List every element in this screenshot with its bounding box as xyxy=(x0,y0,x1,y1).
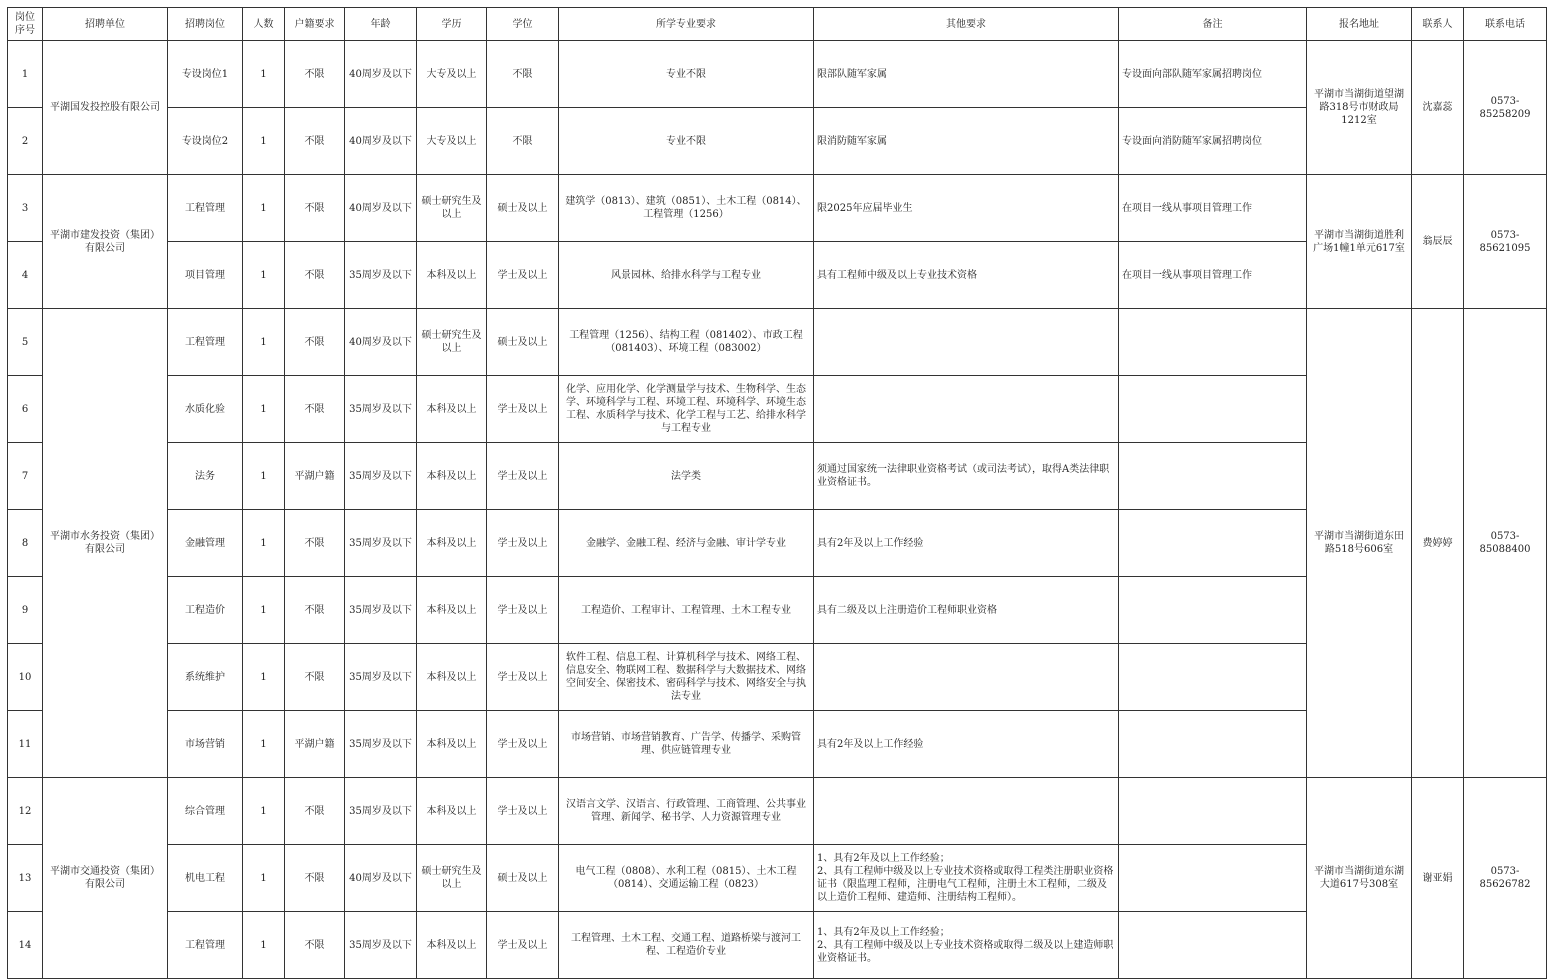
note-cell: 在项目一线从事项目管理工作 xyxy=(1119,175,1307,242)
other-requirements-cell xyxy=(814,778,1119,845)
major-cell: 风景园林、给排水科学与工程专业 xyxy=(559,242,814,309)
major-cell: 工程管理（1256）、结构工程（081402）、市政工程（081403）、环境工程（083002） xyxy=(559,309,814,376)
hukou-cell: 不限 xyxy=(285,510,345,577)
education-cell: 本科及以上 xyxy=(417,376,487,443)
post-cell: 专设岗位1 xyxy=(168,41,243,108)
note-cell xyxy=(1119,644,1307,711)
post-cell: 工程管理 xyxy=(168,309,243,376)
contact-cell: 翁辰辰 xyxy=(1412,175,1464,309)
degree-cell: 学士及以上 xyxy=(487,242,559,309)
education-cell: 大专及以上 xyxy=(417,41,487,108)
note-cell: 专设面向部队随军家属招聘岗位 xyxy=(1119,41,1307,108)
table-row xyxy=(8,41,1547,108)
seq-cell: 6 xyxy=(8,376,43,443)
age-cell: 35周岁及以下 xyxy=(345,577,417,644)
table-row xyxy=(8,778,1547,845)
header-age: 年龄 xyxy=(345,8,417,41)
count-cell: 1 xyxy=(243,845,285,912)
post-cell: 水质化验 xyxy=(168,376,243,443)
other-requirements-cell: 限2025年应届毕业生 xyxy=(814,175,1119,242)
degree-cell: 学士及以上 xyxy=(487,376,559,443)
degree-cell: 学士及以上 xyxy=(487,912,559,979)
header-post: 招聘岗位 xyxy=(168,8,243,41)
seq-cell: 10 xyxy=(8,644,43,711)
count-cell: 1 xyxy=(243,309,285,376)
post-cell: 机电工程 xyxy=(168,845,243,912)
other-requirements-cell xyxy=(814,644,1119,711)
seq-cell: 5 xyxy=(8,309,43,376)
header-count: 人数 xyxy=(243,8,285,41)
seq-cell: 3 xyxy=(8,175,43,242)
unit-cell: 平湖国发投控股有限公司 xyxy=(43,41,168,175)
other-requirements-cell: 须通过国家统一法律职业资格考试（或司法考试），取得A类法律职业资格证书。 xyxy=(814,443,1119,510)
seq-cell: 1 xyxy=(8,41,43,108)
degree-cell: 学士及以上 xyxy=(487,510,559,577)
hukou-cell: 不限 xyxy=(285,644,345,711)
education-cell: 本科及以上 xyxy=(417,510,487,577)
unit-cell: 平湖市交通投资（集团）有限公司 xyxy=(43,778,168,979)
count-cell: 1 xyxy=(243,376,285,443)
education-cell: 本科及以上 xyxy=(417,242,487,309)
table-row xyxy=(8,175,1547,242)
education-cell: 本科及以上 xyxy=(417,577,487,644)
header-education: 学历 xyxy=(417,8,487,41)
phone-cell: 0573-85088400 xyxy=(1464,309,1547,778)
hukou-cell: 不限 xyxy=(285,845,345,912)
age-cell: 40周岁及以下 xyxy=(345,175,417,242)
count-cell: 1 xyxy=(243,912,285,979)
major-cell: 工程造价、工程审计、工程管理、土木工程专业 xyxy=(559,577,814,644)
post-cell: 项目管理 xyxy=(168,242,243,309)
other-requirements-cell: 具有2年及以上工作经验 xyxy=(814,711,1119,778)
post-cell: 综合管理 xyxy=(168,778,243,845)
post-cell: 市场营销 xyxy=(168,711,243,778)
note-cell xyxy=(1119,845,1307,912)
hukou-cell: 不限 xyxy=(285,41,345,108)
degree-cell: 学士及以上 xyxy=(487,644,559,711)
education-cell: 本科及以上 xyxy=(417,644,487,711)
post-cell: 法务 xyxy=(168,443,243,510)
hukou-cell: 不限 xyxy=(285,376,345,443)
hukou-cell: 平湖户籍 xyxy=(285,711,345,778)
recruitment-table xyxy=(7,7,1547,979)
education-cell: 硕士研究生及以上 xyxy=(417,845,487,912)
age-cell: 40周岁及以下 xyxy=(345,108,417,175)
post-cell: 工程造价 xyxy=(168,577,243,644)
seq-cell: 4 xyxy=(8,242,43,309)
age-cell: 35周岁及以下 xyxy=(345,443,417,510)
note-cell xyxy=(1119,711,1307,778)
major-cell: 法学类 xyxy=(559,443,814,510)
note-cell xyxy=(1119,510,1307,577)
count-cell: 1 xyxy=(243,242,285,309)
note-cell xyxy=(1119,443,1307,510)
degree-cell: 不限 xyxy=(487,108,559,175)
post-cell: 工程管理 xyxy=(168,912,243,979)
age-cell: 40周岁及以下 xyxy=(345,845,417,912)
degree-cell: 学士及以上 xyxy=(487,778,559,845)
other-requirements-cell: 具有2年及以上工作经验 xyxy=(814,510,1119,577)
major-cell: 市场营销、市场营销教育、广告学、传播学、采购管理、供应链管理专业 xyxy=(559,711,814,778)
seq-cell: 11 xyxy=(8,711,43,778)
contact-cell: 费婷婷 xyxy=(1412,309,1464,778)
education-cell: 本科及以上 xyxy=(417,778,487,845)
age-cell: 35周岁及以下 xyxy=(345,778,417,845)
education-cell: 硕士研究生及以上 xyxy=(417,309,487,376)
seq-cell: 8 xyxy=(8,510,43,577)
major-cell: 专业不限 xyxy=(559,108,814,175)
address-cell: 平湖市当湖街道望湖路318号市财政局1212室 xyxy=(1307,41,1412,175)
age-cell: 35周岁及以下 xyxy=(345,644,417,711)
hukou-cell: 平湖户籍 xyxy=(285,443,345,510)
age-cell: 35周岁及以下 xyxy=(345,912,417,979)
degree-cell: 硕士及以上 xyxy=(487,309,559,376)
post-cell: 专设岗位2 xyxy=(168,108,243,175)
header-degree: 学位 xyxy=(487,8,559,41)
other-requirements-cell: 1、具有2年及以上工作经验； 2、具有工程师中级及以上专业技术资格或取得工程类注册职业资格证书（限监理工程师，注册电气工程师，注册土木工程师，二级及以上造价工程师、建造师、注册结构工程师）。 xyxy=(814,845,1119,912)
hukou-cell: 不限 xyxy=(285,778,345,845)
major-cell: 化学、应用化学、化学测量学与技术、生物科学、生态学、环境科学与工程、环境工程、环境科学、环境生态工程、水质科学与技术、化学工程与工艺、给排水科学与工程专业 xyxy=(559,376,814,443)
hukou-cell: 不限 xyxy=(285,912,345,979)
note-cell xyxy=(1119,309,1307,376)
contact-cell: 谢亚娟 xyxy=(1412,778,1464,979)
unit-cell: 平湖市水务投资（集团）有限公司 xyxy=(43,309,168,778)
hukou-cell: 不限 xyxy=(285,175,345,242)
count-cell: 1 xyxy=(243,644,285,711)
hukou-cell: 不限 xyxy=(285,577,345,644)
major-cell: 建筑学（0813）、建筑（0851）、土木工程（0814）、工程管理（1256） xyxy=(559,175,814,242)
major-cell: 汉语言文学、汉语言、行政管理、工商管理、公共事业管理、新闻学、秘书学、人力资源管理专业 xyxy=(559,778,814,845)
contact-cell: 沈嘉蕊 xyxy=(1412,41,1464,175)
address-cell: 平湖市当湖街道胜利广场1幢1单元617室 xyxy=(1307,175,1412,309)
post-cell: 金融管理 xyxy=(168,510,243,577)
degree-cell: 学士及以上 xyxy=(487,443,559,510)
major-cell: 电气工程（0808）、水利工程（0815）、土木工程（0814）、交通运输工程（0823） xyxy=(559,845,814,912)
note-cell xyxy=(1119,577,1307,644)
hukou-cell: 不限 xyxy=(285,108,345,175)
header-unit: 招聘单位 xyxy=(43,8,168,41)
age-cell: 35周岁及以下 xyxy=(345,510,417,577)
note-cell xyxy=(1119,778,1307,845)
post-cell: 工程管理 xyxy=(168,175,243,242)
count-cell: 1 xyxy=(243,443,285,510)
education-cell: 大专及以上 xyxy=(417,108,487,175)
other-requirements-cell: 限部队随军家属 xyxy=(814,41,1119,108)
seq-cell: 12 xyxy=(8,778,43,845)
seq-cell: 9 xyxy=(8,577,43,644)
post-cell: 系统维护 xyxy=(168,644,243,711)
phone-cell: 0573-85621095 xyxy=(1464,175,1547,309)
degree-cell: 学士及以上 xyxy=(487,711,559,778)
seq-cell: 13 xyxy=(8,845,43,912)
seq-cell: 14 xyxy=(8,912,43,979)
note-cell: 在项目一线从事项目管理工作 xyxy=(1119,242,1307,309)
count-cell: 1 xyxy=(243,778,285,845)
header-other: 其他要求 xyxy=(814,8,1119,41)
phone-cell: 0573-85626782 xyxy=(1464,778,1547,979)
other-requirements-cell: 具有工程师中级及以上专业技术资格 xyxy=(814,242,1119,309)
count-cell: 1 xyxy=(243,577,285,644)
table-row xyxy=(8,309,1547,376)
other-requirements-cell: 具有二级及以上注册造价工程师职业资格 xyxy=(814,577,1119,644)
age-cell: 40周岁及以下 xyxy=(345,41,417,108)
address-cell: 平湖市当湖街道东田路518号606室 xyxy=(1307,309,1412,778)
header-major: 所学专业要求 xyxy=(559,8,814,41)
degree-cell: 硕士及以上 xyxy=(487,175,559,242)
other-requirements-cell xyxy=(814,309,1119,376)
note-cell xyxy=(1119,912,1307,979)
major-cell: 工程管理、土木工程、交通工程、道路桥梁与渡河工程、工程造价专业 xyxy=(559,912,814,979)
degree-cell: 不限 xyxy=(487,41,559,108)
age-cell: 40周岁及以下 xyxy=(345,309,417,376)
note-cell xyxy=(1119,376,1307,443)
header-phone: 联系电话 xyxy=(1464,8,1547,41)
count-cell: 1 xyxy=(243,175,285,242)
other-requirements-cell: 1、具有2年及以上工作经验； 2、具有工程师中级及以上专业技术资格或取得二级及以上建造师职业资格证书。 xyxy=(814,912,1119,979)
age-cell: 35周岁及以下 xyxy=(345,376,417,443)
header-hukou: 户籍要求 xyxy=(285,8,345,41)
education-cell: 硕士研究生及以上 xyxy=(417,175,487,242)
hukou-cell: 不限 xyxy=(285,309,345,376)
seq-cell: 7 xyxy=(8,443,43,510)
header-address: 报名地址 xyxy=(1307,8,1412,41)
note-cell: 专设面向消防随军家属招聘岗位 xyxy=(1119,108,1307,175)
address-cell: 平湖市当湖街道东湖大道617号308室 xyxy=(1307,778,1412,979)
phone-cell: 0573-85258209 xyxy=(1464,41,1547,175)
count-cell: 1 xyxy=(243,711,285,778)
degree-cell: 学士及以上 xyxy=(487,577,559,644)
table-header xyxy=(8,8,1547,41)
count-cell: 1 xyxy=(243,108,285,175)
other-requirements-cell xyxy=(814,376,1119,443)
major-cell: 专业不限 xyxy=(559,41,814,108)
seq-cell: 2 xyxy=(8,108,43,175)
count-cell: 1 xyxy=(243,41,285,108)
hukou-cell: 不限 xyxy=(285,242,345,309)
table-body xyxy=(8,41,1547,979)
header-contact: 联系人 xyxy=(1412,8,1464,41)
major-cell: 金融学、金融工程、经济与金融、审计学专业 xyxy=(559,510,814,577)
age-cell: 35周岁及以下 xyxy=(345,711,417,778)
degree-cell: 硕士及以上 xyxy=(487,845,559,912)
other-requirements-cell: 限消防随军家属 xyxy=(814,108,1119,175)
education-cell: 本科及以上 xyxy=(417,443,487,510)
major-cell: 软件工程、信息工程、计算机科学与技术、网络工程、信息安全、物联网工程、数据科学与大数据技术、网络空间安全、保密技术、密码科学与技术、网络安全与执法专业 xyxy=(559,644,814,711)
header-seq: 岗位序号 xyxy=(8,8,43,41)
education-cell: 本科及以上 xyxy=(417,912,487,979)
count-cell: 1 xyxy=(243,510,285,577)
age-cell: 35周岁及以下 xyxy=(345,242,417,309)
education-cell: 本科及以上 xyxy=(417,711,487,778)
header-note: 备注 xyxy=(1119,8,1307,41)
unit-cell: 平湖市建发投资（集团）有限公司 xyxy=(43,175,168,309)
